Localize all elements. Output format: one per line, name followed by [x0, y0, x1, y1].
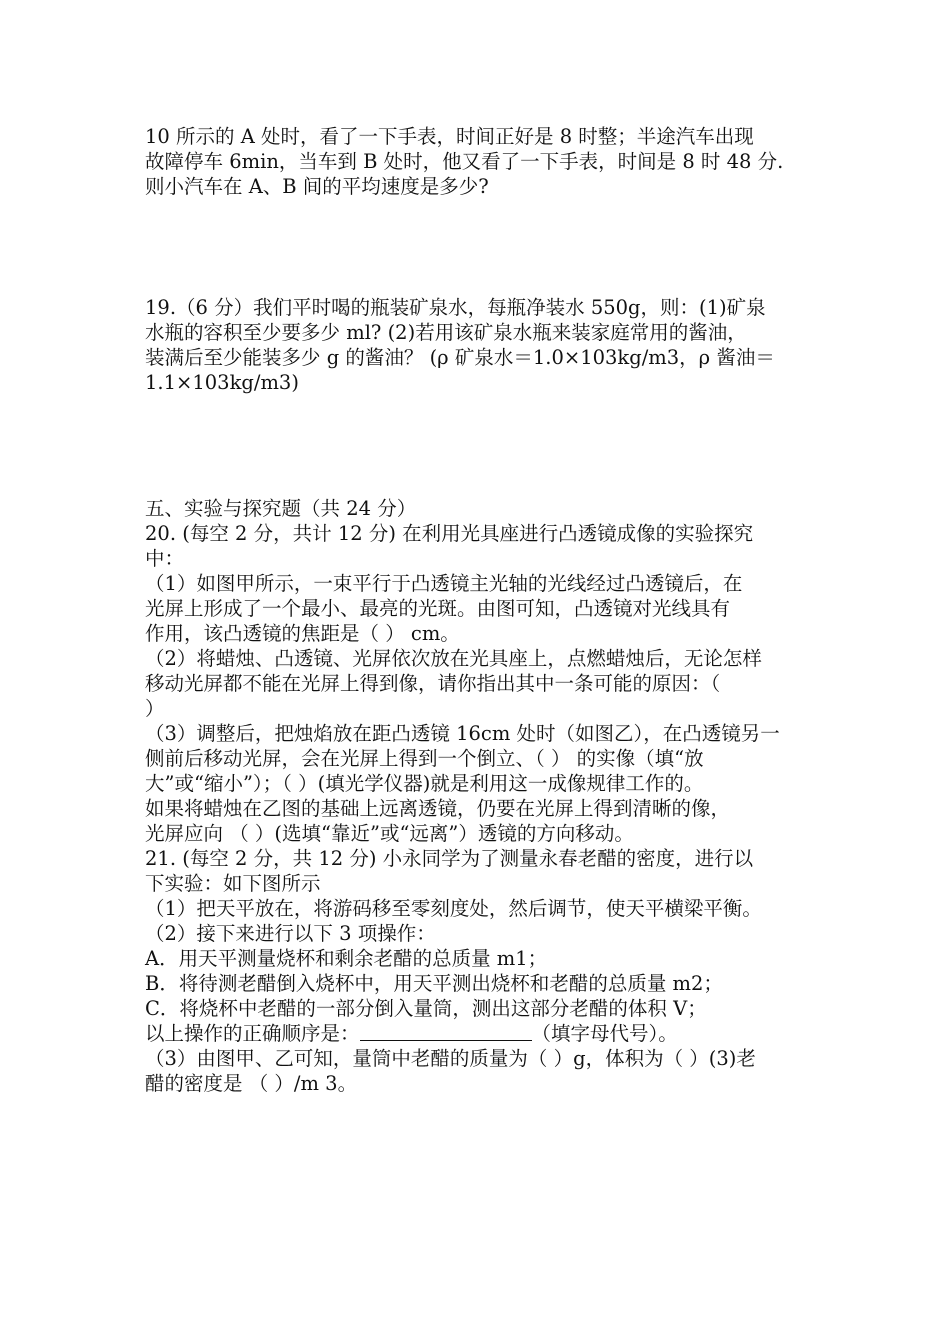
text-line: 移动光屏都不能在光屏上得到像，请你指出其中一条可能的原因：（ — [145, 672, 721, 695]
text-line: 装满后至少能装多少 g 的酱油？ (ρ 矿泉水＝1.0×103kg/m3，ρ 酱油＝ — [145, 346, 775, 369]
text-line: C．将烧杯中老醋的一部分倒入量筒，测出这部分老醋的体积 V； — [145, 997, 707, 1020]
text-line: 侧前后移动光屏，会在光屏上得到一个倒立、（ ） 的实像（填“放 — [145, 747, 704, 770]
text-line: 则小汽车在 A、B 间的平均速度是多少? — [145, 175, 489, 198]
text-line: 中： — [145, 547, 185, 570]
text-line: 光屏应向 （ ）(选填“靠近”或“远离”）透镜的方向移动。 — [145, 822, 634, 845]
text-line: B．将待测老醋倒入烧杯中，用天平测出烧杯和老醋的总质量 m2； — [145, 972, 723, 995]
text-line: 水瓶的容积至少要多少 ml? (2)若用该矿泉水瓶来装家庭常用的酱油， — [145, 321, 747, 344]
section-5 — [145, 496, 815, 1096]
section-heading: 五、实验与探究题（共 24 分） — [145, 497, 417, 520]
text-line: （2）接下来进行以下 3 项操作： — [145, 922, 436, 945]
text-line: 21. (每空 2 分，共 12 分) 小永同学为了测量永春老醋的密度，进行以 — [145, 847, 754, 870]
text-line: （1）如图甲所示，一束平行于凸透镜主光轴的光线经过凸透镜后，在 — [145, 572, 743, 595]
text-line: （1）把天平放在，将游码移至零刻度处，然后调节，使天平横梁平衡。 — [145, 897, 762, 920]
order-answer-line — [145, 1021, 815, 1046]
text-line: A．用天平测量烧杯和剩余老醋的总质量 m1； — [145, 947, 548, 970]
text-line: 光屏上形成了一个最小、最亮的光斑。由图可知，凸透镜对光线具有 — [145, 597, 731, 620]
text-line: 如果将蜡烛在乙图的基础上远离透镜，仍要在光屏上得到清晰的像， — [145, 797, 731, 820]
text-line: 作用，该凸透镜的焦距是（ ） cm。 — [145, 622, 460, 645]
text-line: ） — [145, 697, 165, 720]
order-prefix: 以上操作的正确顺序是： — [145, 1022, 360, 1045]
text-line: 1.1×103kg/m3) — [145, 371, 299, 394]
question-19 — [145, 295, 815, 395]
text-line: （3）由图甲、乙可知，量筒中老醋的质量为（ ）g，体积为（ ）(3)老 — [145, 1047, 756, 1070]
answer-blank[interactable] — [360, 1022, 532, 1041]
text-line: 下实验：如下图所示 — [145, 872, 321, 895]
text-line: 19.（6 分）我们平时喝的瓶装矿泉水，每瓶净装水 550g，则：(1)矿泉 — [145, 296, 766, 319]
text-line: 故障停车 6min，当车到 B 处时，他又看了一下手表，时间是 8 时 48 分. — [145, 150, 784, 173]
text-line: 大”或“缩小”）；（ ）(填光学仪器)就是利用这一成像规律工作的。 — [145, 772, 704, 795]
text-line: 20. (每空 2 分，共计 12 分) 在利用光具座进行凸透镜成像的实验探究 — [145, 522, 754, 545]
text-line: （2）将蜡烛、凸透镜、光屏依次放在光具座上，点燃蜡烛后，无论怎样 — [145, 647, 762, 670]
text-line: 醋的密度是 （ ）/m 3。 — [145, 1072, 358, 1095]
order-suffix: （填字母代号）。 — [531, 1022, 678, 1045]
question-18-continuation — [145, 124, 815, 199]
text-line: （3）调整后，把烛焰放在距凸透镜 16cm 处时（如图乙），在凸透镜另一 — [145, 722, 780, 745]
text-line: 10 所示的 A 处时，看了一下手表，时间正好是 8 时整；半途汽车出现 — [145, 125, 754, 148]
